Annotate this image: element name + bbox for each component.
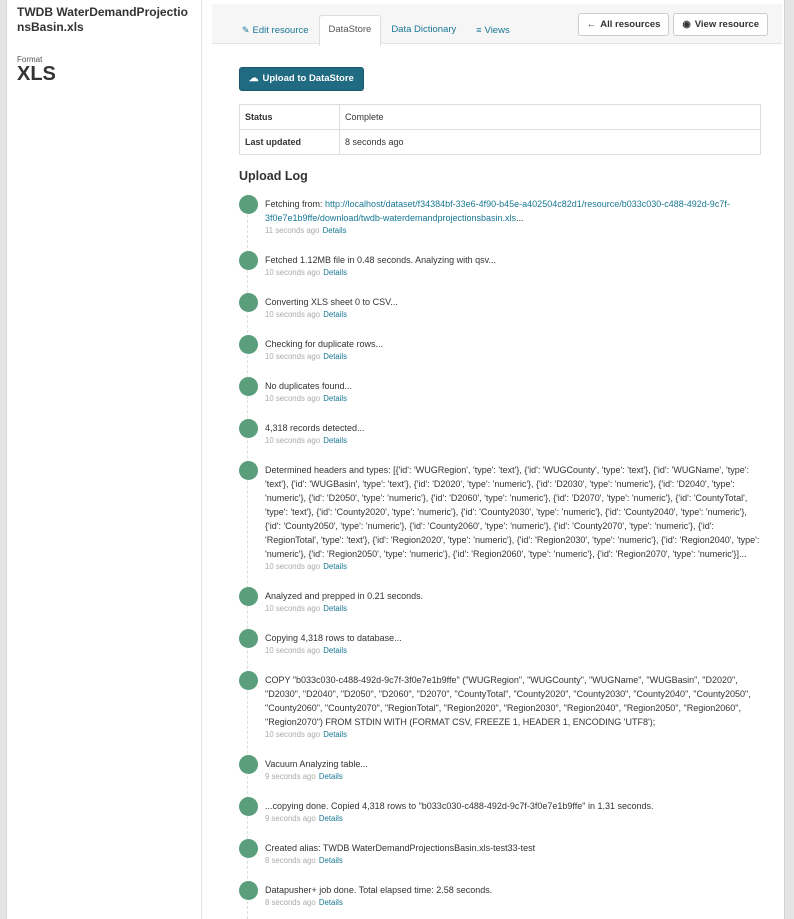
log-meta: [265, 561, 761, 573]
status-key: Status: [240, 105, 340, 130]
log-message: Checking for duplicate rows...: [265, 339, 384, 349]
log-time: 9 seconds ago: [265, 772, 316, 781]
log-status-dot-icon: [239, 251, 258, 270]
log-status-dot-icon: [239, 755, 258, 774]
log-item: [239, 461, 761, 573]
details-link[interactable]: Details: [323, 436, 348, 445]
table-row: [240, 105, 761, 130]
log-item: [239, 195, 761, 237]
tab-label: DataStore: [328, 24, 372, 35]
format-label: Format: [17, 55, 43, 64]
log-status-dot-icon: [239, 419, 258, 438]
log-status-dot-icon: [239, 293, 258, 312]
log-message: [265, 195, 761, 225]
details-link[interactable]: Details: [323, 268, 348, 277]
tab-label: Views: [484, 25, 510, 36]
last-updated-key: Last updated: [240, 130, 340, 155]
upload-log: [239, 195, 761, 909]
resource-title: TWDB WaterDemandProjectionsBasin.xls: [17, 5, 188, 34]
log-meta: [265, 603, 761, 615]
log-time: 10 seconds ago: [265, 604, 321, 613]
fetch-url-link[interactable]: http://localhost/dataset/f34384bf-33e6-4f90-b45e-a402504c82d1/resource/b033c030-c488-492d-9c7f-3f0e7e1b9ffe/download/twdb-waterdemandprojectionsbasin.xls: [265, 199, 730, 223]
log-time: 11 seconds ago: [265, 226, 320, 235]
last-updated-value: 8 seconds ago: [340, 130, 761, 155]
page-header: [212, 4, 782, 44]
status-value: Complete: [340, 105, 761, 130]
log-time: 8 seconds ago: [265, 898, 316, 907]
log-meta: [265, 897, 761, 909]
log-meta: [265, 855, 761, 867]
log-meta: [265, 309, 761, 321]
log-message: Created alias: TWDB WaterDemandProjectionsBasin.xls-test33-test: [265, 843, 536, 853]
details-link[interactable]: Details: [318, 814, 343, 823]
log-message: No duplicates found...: [265, 381, 353, 391]
cloud-upload-icon: ☁: [249, 73, 259, 84]
log-item: [239, 419, 761, 447]
log-status-dot-icon: [239, 797, 258, 816]
log-status-dot-icon: [239, 377, 258, 396]
details-link[interactable]: Details: [318, 856, 343, 865]
log-item: [239, 293, 761, 321]
tab-edit-resource[interactable]: [232, 15, 319, 45]
log-status-dot-icon: [239, 461, 258, 480]
log-status-dot-icon: [239, 335, 258, 354]
log-item: [239, 629, 761, 657]
page: [6, 0, 785, 919]
header-actions: [578, 13, 768, 36]
tab-views[interactable]: [466, 15, 519, 45]
log-message: COPY "b033c030-c488-492d-9c7f-3f0e7e1b9ffe" ("WUGRegion", "WUGCounty", "WUGName", "WUGBasin", "D2020", "D2030", "D2040", "D2050", "D2060", "D2070", "CountyTotal", "County2020", "County2030", "County2040", "County2050", "County2060", "County2070", "RegionTotal", "Region2020", "Region2030", "Region2040", "Region2050", "Region2060", "Region2070") FROM STDIN WITH (FORMAT CSV, FREEZE 1, HEADER 1, ENCODING 'UTF8');: [265, 675, 751, 727]
upload-button-label: Upload to DataStore: [262, 73, 354, 84]
log-time: 10 seconds ago: [265, 436, 321, 445]
details-link[interactable]: Details: [323, 730, 348, 739]
details-link[interactable]: Details: [322, 226, 347, 235]
log-meta: [265, 771, 761, 783]
log-meta: [265, 813, 761, 825]
log-item: [239, 881, 761, 909]
datastore-panel: [239, 67, 761, 919]
details-link[interactable]: Details: [323, 352, 348, 361]
log-status-dot-icon: [239, 881, 258, 900]
log-meta: [265, 225, 761, 237]
list-icon: ≡: [476, 25, 482, 35]
log-message: Converting XLS sheet 0 to CSV...: [265, 297, 398, 307]
tab-label: Edit resource: [252, 25, 309, 36]
resource-sidebar: [7, 0, 202, 919]
all-resources-label: All resources: [600, 19, 661, 30]
upload-log-title: Upload Log: [239, 169, 308, 183]
log-time: 10 seconds ago: [265, 562, 321, 571]
details-link[interactable]: Details: [323, 646, 348, 655]
log-time: 10 seconds ago: [265, 310, 321, 319]
log-status-dot-icon: [239, 587, 258, 606]
log-item: [239, 797, 761, 825]
log-status-dot-icon: [239, 671, 258, 690]
details-link[interactable]: Details: [318, 772, 343, 781]
tab-label: Data Dictionary: [391, 24, 457, 35]
log-message: ...copying done. Copied 4,318 rows to "b033c030-c488-492d-9c7f-3f0e7e1b9ffe" in 1.31 seconds.: [265, 801, 654, 811]
details-link[interactable]: Details: [323, 394, 348, 403]
log-meta: [265, 435, 761, 447]
details-link[interactable]: Details: [323, 310, 348, 319]
format-value: XLS: [17, 63, 56, 85]
log-time: 10 seconds ago: [265, 646, 321, 655]
log-status-dot-icon: [239, 839, 258, 858]
tab-datastore[interactable]: [319, 15, 382, 46]
log-meta: [265, 645, 761, 657]
log-meta: [265, 351, 761, 363]
status-table: [239, 104, 761, 155]
log-item: [239, 377, 761, 405]
log-time: 10 seconds ago: [265, 352, 321, 361]
view-resource-label: View resource: [694, 19, 759, 30]
log-time: 8 seconds ago: [265, 856, 316, 865]
log-time: 10 seconds ago: [265, 730, 321, 739]
log-item: [239, 839, 761, 867]
log-item: [239, 671, 761, 741]
all-resources-button[interactable]: [578, 13, 670, 36]
arrow-left-icon: ←: [586, 19, 597, 30]
log-message: Copying 4,318 rows to database...: [265, 633, 402, 643]
log-message: Determined headers and types: [{'id': 'WUGRegion', 'type': 'text'}, {'id': 'WUGCounty', 'type': 'text'}, {'id': 'WUGName', 'type': 'text'}, {'id': 'WUGBasin', 'type': 'text'}, {'id': 'D2020', 'type': 'numeric'}, {'id': 'D2030', 'type': 'numeric'}, {'id': 'D2040', 'type': 'numeric'}, {'id': 'D2050', 'type': 'numeric'}, {'id': 'D2060', 'type': 'numeric'}, {'id': 'D2070', 'type': 'numeric'}, {'id': 'CountyTotal', 'type': 'text'}, {'id': 'County2020', 'type': 'numeric'}, {'id': 'County2030', 'type': 'numeric'}, {'id': 'County2040', 'type': 'numeric'}, {'id': 'County2050', 'type': 'numeric'}, {'id': 'County2060', 'type': 'numeric'}, {'id': 'County2070', 'type': 'numeric'}, {'id': 'RegionTotal', 'type': 'text'}, {'id': 'Region2020', 'type': 'numeric'}, {'id': 'Region2030', 'type': 'numeric'}, {'id': 'Region2040', 'type': 'numeric'}, {'id': 'Region2050', 'type': 'numeric'}, {'id': 'Region2060', 'type': 'numeric'}, {'id': 'Region2070', 'type': 'numeric'}]...: [265, 465, 760, 559]
log-message-suffix: ...: [516, 213, 524, 223]
log-message: 4,318 records detected...: [265, 423, 365, 433]
log-status-dot-icon: [239, 629, 258, 648]
details-link[interactable]: Details: [323, 562, 348, 571]
tab-data-dictionary[interactable]: [381, 15, 466, 45]
details-link[interactable]: Details: [318, 898, 343, 907]
log-meta: [265, 267, 761, 279]
log-message: Datapusher+ job done. Total elapsed time: 2.58 seconds.: [265, 885, 493, 895]
pencil-square-icon: ✎: [242, 25, 250, 35]
log-item: [239, 587, 761, 615]
table-row: [240, 130, 761, 155]
log-time: 9 seconds ago: [265, 814, 316, 823]
log-item: [239, 251, 761, 279]
log-time: 10 seconds ago: [265, 394, 321, 403]
eye-icon: ◉: [682, 19, 691, 30]
log-message-prefix: Fetching from:: [265, 199, 326, 209]
log-status-dot-icon: [239, 195, 258, 214]
log-item: [239, 335, 761, 363]
log-item: [239, 755, 761, 783]
log-message: Analyzed and prepped in 0.21 seconds.: [265, 591, 424, 601]
upload-to-datastore-button[interactable]: [239, 67, 364, 91]
log-meta: [265, 729, 761, 741]
main-content: [212, 0, 786, 919]
log-message: Vacuum Analyzing table...: [265, 759, 368, 769]
log-time: 10 seconds ago: [265, 268, 321, 277]
log-message: Fetched 1.12MB file in 0.48 seconds. Analyzing with qsv...: [265, 255, 496, 265]
resource-tabs: [232, 15, 520, 45]
view-resource-button[interactable]: [673, 13, 768, 36]
details-link[interactable]: Details: [323, 604, 348, 613]
log-meta: [265, 393, 761, 405]
